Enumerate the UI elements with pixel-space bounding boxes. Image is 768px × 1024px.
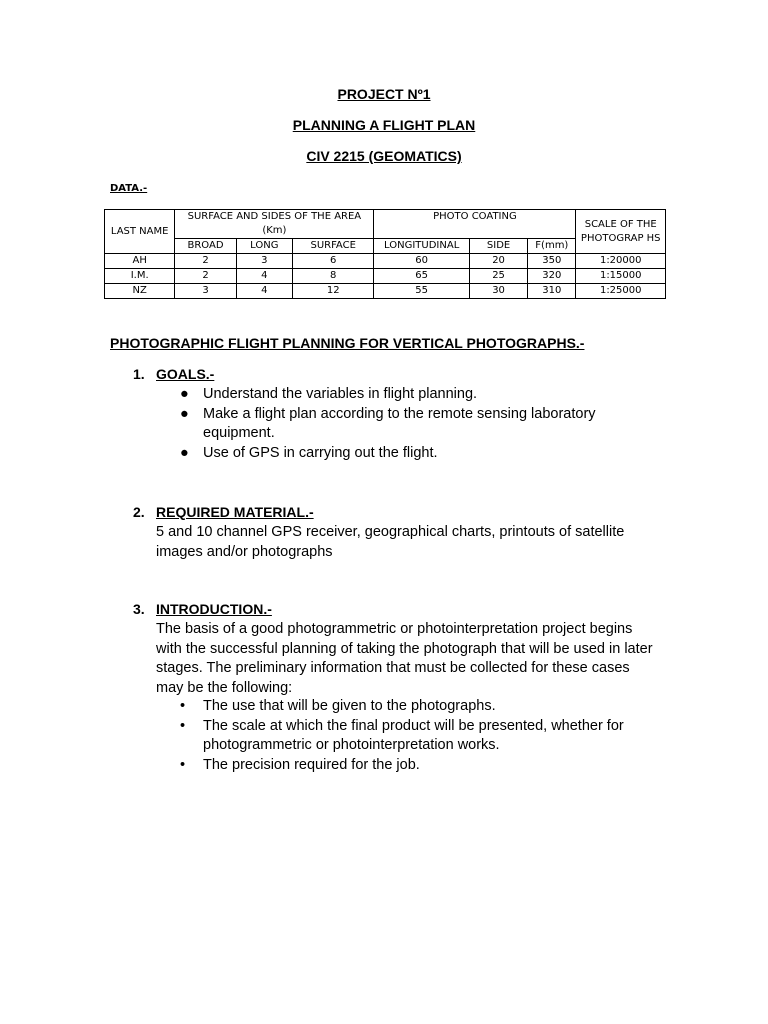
material-title: REQUIRED MATERIAL.- [156, 504, 314, 520]
table-cell: 2 [175, 269, 236, 284]
material-number: 2. [133, 504, 145, 520]
bullet-icon: • [180, 717, 186, 734]
intro-heading [133, 601, 272, 617]
table-cell: 4 [236, 284, 292, 299]
intro-text: The basis of a good photogrammetric or photointerpretation project begins with the successful planning of taking the photograph that will be used in later stages. The preliminary information that must be collected for these cases may be the following: [156, 621, 653, 696]
header-f: F(mm) [528, 239, 576, 254]
header-longitudinal: LONGITUDINAL [374, 239, 470, 254]
table-cell: 12 [292, 284, 373, 299]
header-photo-coating: PHOTO COATING [374, 210, 576, 239]
list-item-text: Make a flight plan according to the remote sensing laboratory equipment. [203, 405, 596, 441]
goals-number: 1. [133, 366, 145, 382]
bullet-icon: ● [180, 444, 189, 461]
table-cell: 30 [469, 284, 527, 299]
data-table [104, 209, 666, 299]
table-cell: 2 [175, 254, 236, 269]
data-label: DATA.- [110, 183, 148, 194]
table-cell: 65 [374, 269, 470, 284]
table-cell: AH [105, 254, 175, 269]
intro-number: 3. [133, 601, 145, 617]
plan-title: PLANNING A FLIGHT PLAN [292, 117, 476, 133]
header-broad: BROAD [175, 239, 236, 254]
list-item-text: Use of GPS in carrying out the flight. [203, 444, 438, 461]
table-cell: 6 [292, 254, 373, 269]
table-cell: I.M. [105, 269, 175, 284]
material-text: 5 and 10 channel GPS receiver, geographical charts, printouts of satellite images and/or photographs [156, 524, 625, 560]
header-surface-group: SURFACE AND SIDES OF THE AREA (Km) [175, 210, 374, 239]
table-row [105, 284, 666, 299]
table-cell: 310 [528, 284, 576, 299]
intro-title: INTRODUCTION.- [156, 601, 272, 617]
table-row [105, 254, 666, 269]
section-heading: PHOTOGRAPHIC FLIGHT PLANNING FOR VERTICAL PHOTOGRAPHS.- [110, 335, 585, 351]
table-cell: 1:15000 [576, 269, 666, 284]
bullet-icon: ● [180, 386, 189, 402]
table-cell: 4 [236, 269, 292, 284]
table-cell: 20 [469, 254, 527, 269]
intro-list [156, 697, 656, 775]
header-side: SIDE [469, 239, 527, 254]
list-item [156, 697, 656, 717]
bullet-icon: • [180, 698, 186, 714]
table-cell: 1:25000 [576, 284, 666, 299]
list-item [156, 405, 656, 444]
bullet-icon: • [180, 756, 186, 773]
table-cell: 8 [292, 269, 373, 284]
header-last-name: LAST NAME [105, 210, 175, 254]
course-title: CIV 2215 (GEOMATICS) [306, 148, 462, 164]
material-heading [133, 504, 314, 520]
header-surface: SURFACE [292, 239, 373, 254]
list-item-text: Understand the variables in flight planning. [203, 386, 478, 402]
goals-list [156, 385, 656, 463]
table-cell: 3 [236, 254, 292, 269]
list-item-text: The scale at which the final product will be presented, whether for photogrammetric or photointerpretation works. [203, 717, 624, 753]
goals-title: GOALS.- [156, 366, 215, 382]
table-cell: 25 [469, 269, 527, 284]
table-cell: NZ [105, 284, 175, 299]
list-item-text: The precision required for the job. [203, 756, 420, 773]
table-header-row [105, 210, 666, 239]
project-title: PROJECT Nº1 [337, 86, 431, 102]
table-cell: 320 [528, 269, 576, 284]
table-cell: 60 [374, 254, 470, 269]
bullet-icon: ● [180, 405, 189, 422]
list-item-text: The use that will be given to the photographs. [203, 698, 496, 714]
table-cell: 3 [175, 284, 236, 299]
header-scale: SCALE OF THE PHOTOGRAP HS [576, 210, 666, 254]
list-item [156, 385, 656, 405]
table-row [105, 269, 666, 284]
goals-heading [133, 366, 214, 382]
header-long: LONG [236, 239, 292, 254]
list-item [156, 444, 656, 464]
list-item [156, 717, 656, 756]
table-cell: 55 [374, 284, 470, 299]
table-cell: 350 [528, 254, 576, 269]
list-item [156, 756, 656, 776]
table-cell: 1:20000 [576, 254, 666, 269]
